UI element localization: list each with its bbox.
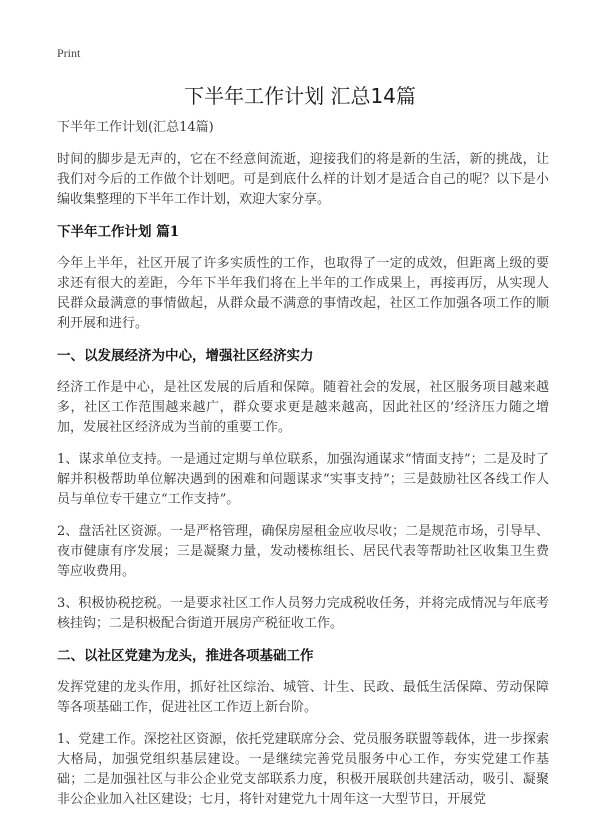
paragraph-3: 1、谋求单位支持。一是通过定期与单位联系，加强沟通谋求“情面支持”；二是及时了解并积极帮助单位解决遇到的困难和问题谋求“实事支持”；三是鼓励社区各线工作人员与单位专干建立“工作支持”。 xyxy=(57,452,549,507)
document-subtitle: 下半年工作计划(汇总14篇) xyxy=(57,120,214,135)
document-body xyxy=(57,118,549,822)
paragraph-1: 今年上半年，社区开展了许多实质性的工作，也取得了一定的成效，但距离上级的要求还有很大的差距，今年下半年我们将在上半年的工作成果上，再接再厉，从实现人民群众最满意的事情做起，从群众最不满意的事情改起，社区工作加强各项工作的顺利开展和进行。 xyxy=(57,256,549,331)
paragraph-4: 2、盘活社区资源。一是严格管理，确保房屋租金应收尽收；二是规范市场，引导早、夜市健康有序发展；三是凝聚力量，发动楼栋组长、居民代表等帮助社区收集卫生费等应收费用。 xyxy=(57,524,549,579)
paragraph-2: 经济工作是中心，是社区发展的后盾和保障。随着社会的发展，社区服务项目越来越多，社区工作范围越来越广，群众要求更是越来越高，因此社区的‘经济压力随之增加，发展社区经济成为当前的重要工作。 xyxy=(57,380,549,435)
section-2-heading: 二、以社区党建为龙头，推进各项基础工作 xyxy=(57,648,314,664)
document-title: 下半年工作计划 汇总14篇 xyxy=(184,84,416,108)
paragraph-7: 1、党建工作。深挖社区资源，依托党建联席分会、党员服务联盟等载体，进一步探索大格局，加强党组织基层建设。一是继续完善党员服务中心工作，夯实党建工作基础；二是加强社区与非公企业党支部联系力度，积极开展联创共建活动，吸引、凝聚非公企业加入社区建设；七月，将针对建党九十周年这一大型节日，开展党 xyxy=(57,732,549,807)
paragraph-5: 3、积极协税挖税。一是要求社区工作人员努力完成税收任务，并将完成情况与年底考核挂钩；二是积极配合街道开展房产税征收工作。 xyxy=(57,596,549,631)
section-1-heading: 一、以发展经济为中心，增强社区经济实力 xyxy=(57,348,314,364)
print-label: Print xyxy=(57,46,81,60)
article-heading: 下半年工作计划 篇1 xyxy=(57,224,180,240)
paragraph-6: 发挥党建的龙头作用，抓好社区综治、城管、计生、民政、最低生活保障、劳动保障等各项基础工作，促进社区工作迈上新台阶。 xyxy=(57,680,549,715)
intro-paragraph: 时间的脚步是无声的，它在不经意间流逝，迎接我们的将是新的生活，新的挑战，让我们对今后的工作做个计划吧。可是到底什么样的计划才是适合自己的呢？以下是小编收集整理的下半年工作计划，欢迎大家分享。 xyxy=(57,152,549,207)
